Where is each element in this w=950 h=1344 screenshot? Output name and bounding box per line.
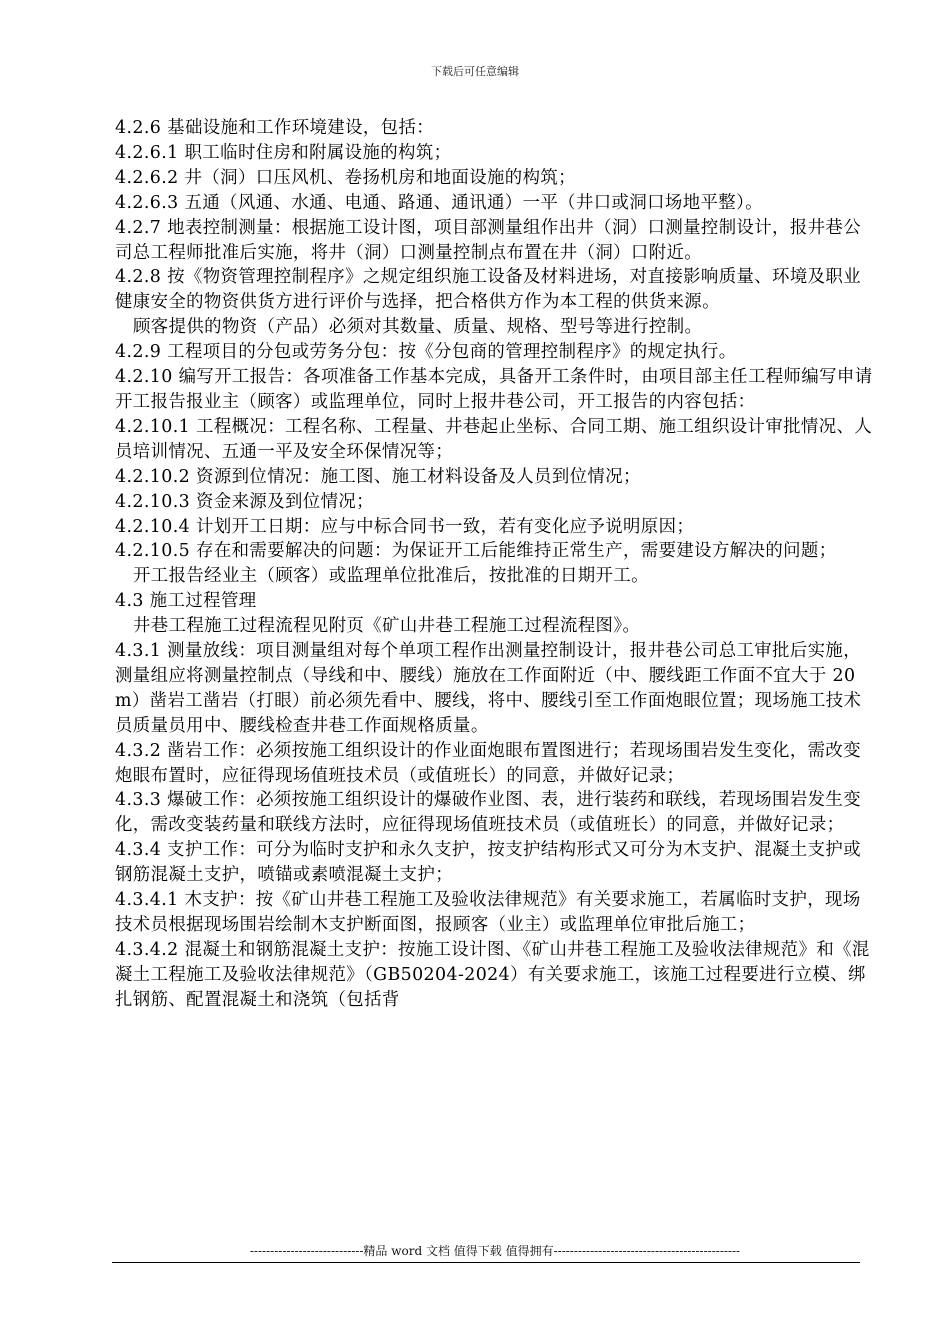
paragraph: 4.2.10.2 资源到位情况：施工图、施工材料设备及人员到位情况； — [115, 466, 641, 487]
paragraph: 4.3.2 凿岩工作：必须按施工组织设计的作业面炮眼布置图进行；若现场围岩发生变化，需改变炮眼布置时，应征得现场值班技术员（或值班长）的同意，并做好记录； — [115, 740, 862, 786]
paragraph: 4.2.10.5 存在和需要解决的问题：为保证开工后能维持正常生产，需要建设方解决的问题； — [115, 541, 837, 562]
paragraph: 4.2.10.4 计划开工日期：应与中标合同书一致，若有变化应予说明原因； — [115, 516, 695, 537]
paragraph: 4.3.4.2 混凝土和钢筋混凝土支护：按施工设计图、《矿山井巷工程施工及验收法律规范》和《混凝土工程施工及验收法律规范》（GB50204-2024）有关要求施工，该施工过程要进行立模、绑扎钢筋、配置混凝土和浇筑（包括背 — [115, 939, 870, 1010]
paragraph: 开工报告经业主（顾客）或监理单位批准后，按批准的日期开工。 — [133, 566, 649, 587]
paragraph: 4.2.6.2 井（洞）口压风机、卷扬机房和地面设施的构筑； — [115, 167, 576, 188]
paragraph: 4.2.9 工程项目的分包或劳务分包：按《分包商的管理控制程序》的规定执行。 — [115, 342, 737, 363]
paragraph: 4.2.8 按《物资管理控制程序》之规定组织施工设备及材料进场，对直接影响质量、环境及职业健康安全的物资供货方进行评价与选择，把合格供方作为本工程的供货来源。 — [115, 267, 862, 313]
paragraph: 4.2.10.3 资金来源及到位情况； — [115, 491, 374, 512]
paragraph: 4.3.4.1 木支护：按《矿山井巷工程施工及验收法律规范》有关要求施工，若属临时支护，现场技术员根据现场围岩绘制木支护断面图，报顾客（业主）或监理单位审批后施工； — [115, 890, 861, 935]
page-footer: ----------------------------精品 word 文档 值得下载 值得拥有---------------------------------------------- — [249, 1244, 741, 1258]
paragraph: 4.2.6 基础设施和工作环境建设，包括： — [115, 118, 435, 138]
paragraph: 4.2.7 地表控制测量：根据施工设计图，项目部测量组作出井（洞）口测量控制设计，报井巷公司总工程师批准后实施，将井（洞）口测量控制点布置在井（洞）口附近。 — [115, 217, 862, 263]
paragraph: 4.3.1 测量放线：项目测量组对每个单项工程作出测量控制设计，报井巷公司总工审批后实施，测量组应将测量控制点（导线和中、腰线）施放在工作面附近（中、腰线距工作面不宜大于 20m）凿岩工凿岩（打眼）前必须先看中、腰线，将中、腰线引至工作面炮眼位置；现场施工技术员质量员用中、腰线检查井巷工作面规格质量。 — [115, 641, 862, 736]
paragraph: 4.2.6.1 职工临时住房和附属设施的构筑； — [115, 142, 452, 163]
paragraph: 顾客提供的物资（产品）必须对其数量、质量、规格、型号等进行控制。 — [133, 317, 703, 338]
document-body — [115, 116, 875, 1013]
paragraph: 4.3.4 支护工作：可分为临时支护和永久支护，按支护结构形式又可分为木支护、混凝土支护或钢筋混凝土支护，喷锚或素喷混凝土支护； — [115, 840, 862, 886]
page-header: 下载后可任意编辑 — [431, 65, 519, 78]
paragraph: 井巷工程施工过程流程见附页《矿山井巷工程施工过程流程图》。 — [133, 616, 641, 637]
paragraph: 4.2.10 编写开工报告：各项准备工作基本完成，具备开工条件时，由项目部主任工程师编写申请开工报告报业主（顾客）或监理单位，同时上报井巷公司，开工报告的内容包括： — [115, 367, 873, 412]
section-heading: 4.3 施工过程管理 — [115, 591, 257, 612]
paragraph: 4.2.10.1 工程概况：工程名称、工程量、井巷起止坐标、合同工期、施工组织设计审批情况、人员培训情况、五通一平及安全环保情况等； — [115, 416, 873, 462]
footer-divider — [112, 1262, 860, 1263]
paragraph: 4.3.3 爆破工作：必须按施工组织设计的爆破作业图、表，进行装药和联线，若现场围岩发生变化，需改变装药量和联线方法时，应征得现场值班技术员（或值班长）的同意，并做好记录； — [115, 790, 862, 836]
paragraph: 4.2.6.3 五通（风通、水通、电通、路通、通讯通）一平（井口或洞口场地平整）。 — [115, 192, 763, 213]
